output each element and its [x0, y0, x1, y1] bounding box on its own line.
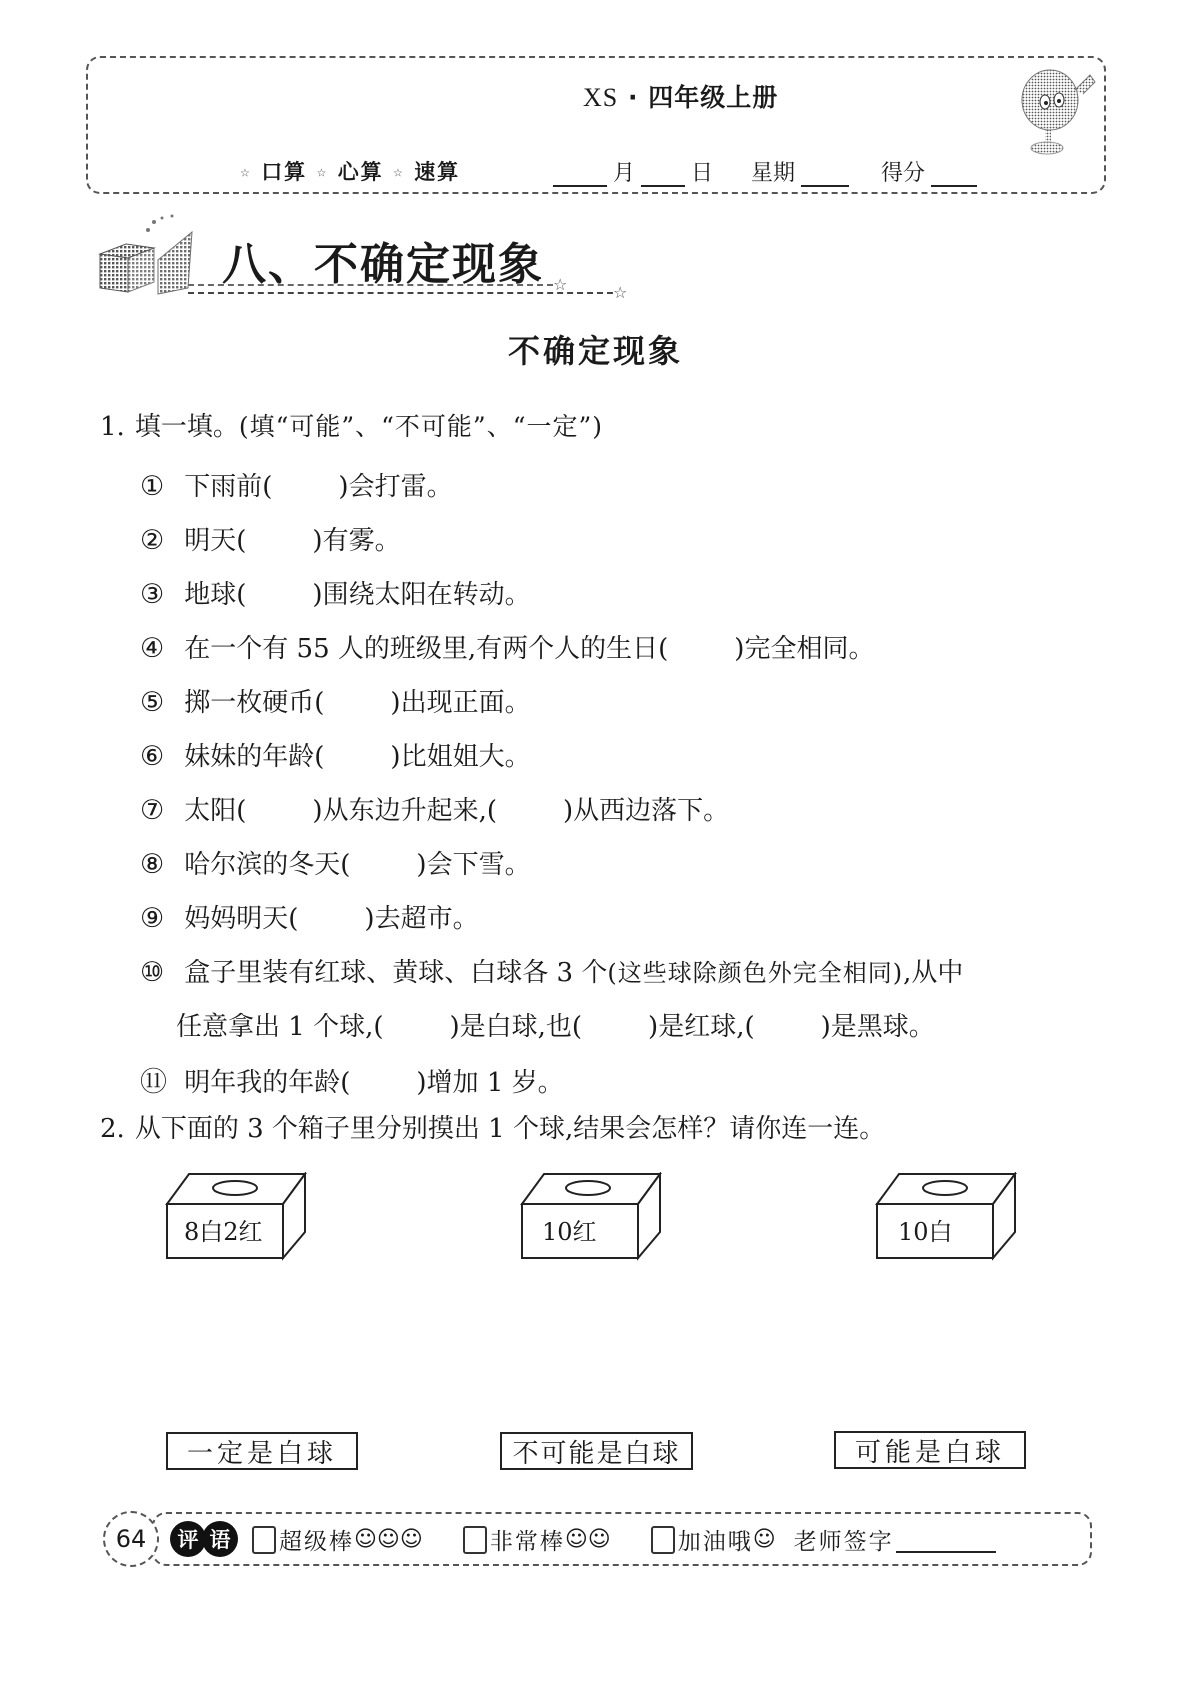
question-item: ⑧ 哈尔滨的冬天( )会下雪。 [140, 849, 531, 880]
question-item-continued: 任意拿出 1 个球,( )是白球,也( )是红球,( )是黑球。 [176, 1012, 935, 1042]
checkbox-great[interactable] [463, 1526, 487, 1554]
question-item: ⑨ 妈妈明天( )去超市。 [140, 903, 479, 934]
star-icon: ☆ [316, 166, 329, 180]
question-item: ③ 地球( )围绕太阳在转动。 [140, 579, 531, 610]
page-number: 64 [103, 1511, 159, 1567]
question-item: ④ 在一个有 55 人的班级里,有两个人的生日( )完全相同。 [140, 633, 875, 664]
smiley-icon: ☺☺ [564, 1527, 611, 1552]
evaluation-options: 超级棒 ☺☺☺ 非常棒 ☺☺ 加油哦 ☺ 老师签字 [252, 1523, 996, 1556]
star-icon: ☆ [393, 166, 405, 180]
weekday-input[interactable] [801, 165, 849, 187]
book-title: XS · 四年级上册 [583, 83, 779, 112]
box-cone-icon [96, 210, 216, 300]
divider [188, 284, 553, 286]
checkbox-super[interactable] [252, 1526, 276, 1554]
smiley-icon: ☺ [752, 1527, 776, 1552]
question-item: ⑪ 明年我的年龄( )增加 1 岁。 [140, 1067, 564, 1098]
date-score-fields: 月 日 星期 得分 [553, 156, 977, 187]
chapter-title: 八、不确定现象 [222, 239, 544, 290]
box-label: 8白2红 [184, 1218, 263, 1246]
teacher-signature-input[interactable] [896, 1527, 996, 1553]
header-subtitle: ☆ 口算 ☆ 心算 ☆ 速算 [240, 160, 461, 184]
box-label: 10白 [898, 1218, 953, 1246]
star-icon: ☆ [553, 275, 568, 294]
smiley-icon: ☺☺☺ [354, 1527, 423, 1552]
question-item: ⑤ 掷一枚硬币( )出现正面。 [140, 687, 531, 718]
question-2-prompt: 2. 从下面的 3 个箱子里分别摸出 1 个球,结果会怎样？请你连一连。 [100, 1114, 886, 1144]
question-item: ⑥ 妹妹的年龄( )比姐姐大。 [140, 741, 531, 772]
question-item: ⑩ 盒子里装有红球、黄球、白球各 3 个(这些球除颜色外完全相同),从中 [140, 957, 964, 988]
comment-badge: 语 [202, 1521, 238, 1557]
star-icon: ☆ [613, 283, 628, 302]
question-item: ① 下雨前( )会打雷。 [140, 471, 453, 502]
month-input[interactable] [553, 165, 607, 187]
comment-badge: 评 [170, 1521, 206, 1557]
star-icon: ☆ [240, 166, 252, 180]
answer-option-impossible[interactable]: 不可能是白球 [500, 1432, 693, 1470]
answer-option-possible[interactable]: 可能是白球 [834, 1431, 1026, 1469]
question-item: ⑦ 太阳( )从东边升起来,( )从西边落下。 [140, 795, 730, 826]
answer-option-certain[interactable]: 一定是白球 [166, 1432, 358, 1470]
question-1-prompt: 1. 填一填。(填“可能”、“不可能”、“一定”) [100, 412, 604, 442]
checkbox-keep-going[interactable] [651, 1526, 675, 1554]
score-input[interactable] [931, 165, 977, 187]
question-item: ② 明天( )有雾。 [140, 525, 401, 556]
section-title: 不确定现象 [507, 332, 683, 370]
day-input[interactable] [641, 165, 685, 187]
divider [188, 292, 613, 294]
mascot-icon [995, 60, 1105, 160]
box-label: 10红 [542, 1218, 597, 1246]
